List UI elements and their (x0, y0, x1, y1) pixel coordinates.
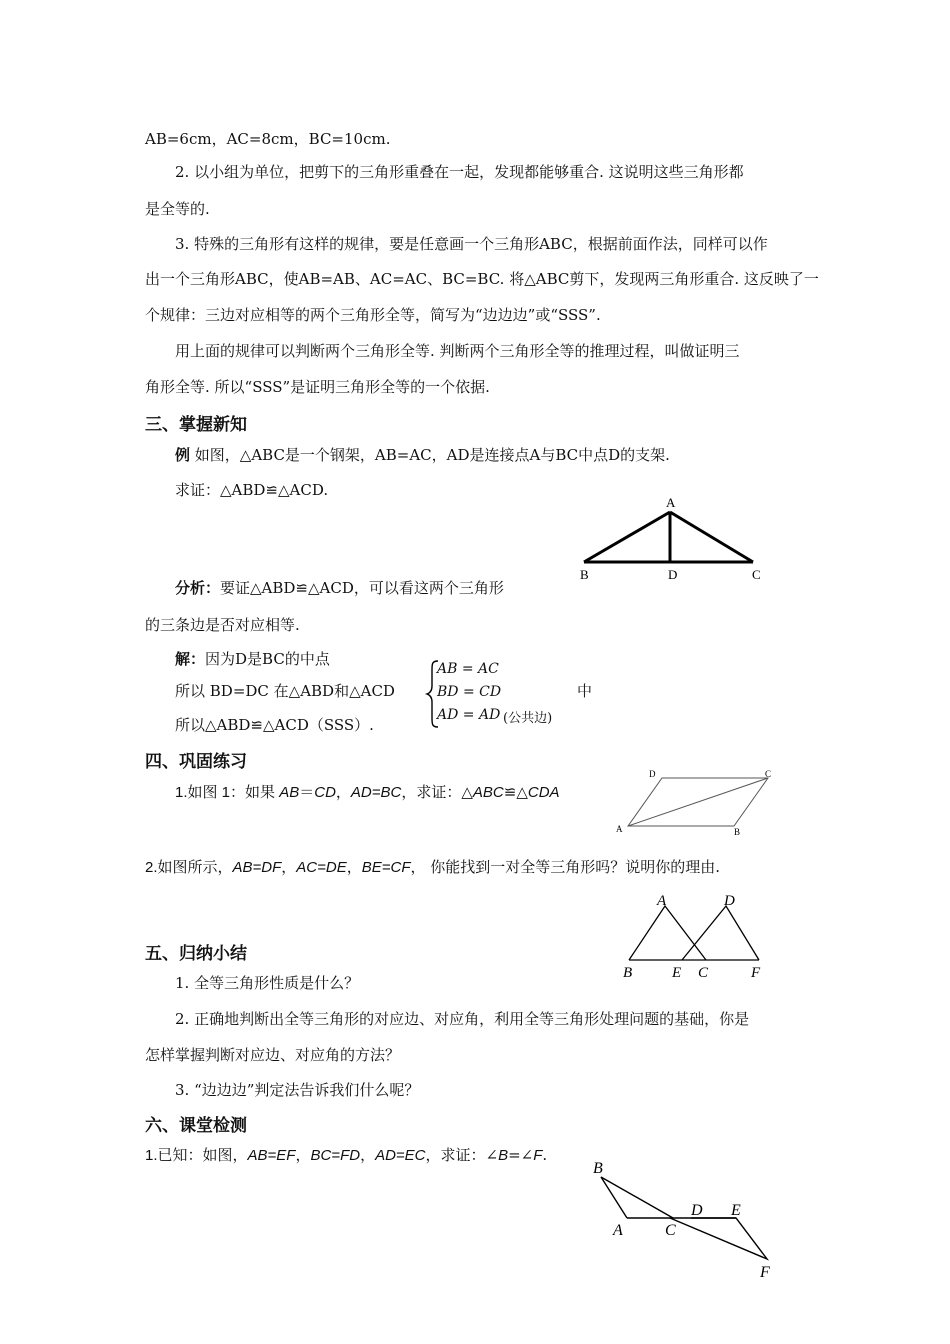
q2-math-ac-de: AC=DE (296, 859, 347, 876)
analysis-line (175, 577, 504, 599)
fig1-label-b: B (580, 567, 589, 582)
q1-mid: ，求证：△ (401, 783, 473, 801)
paragraph-side-lengths: AB=6cm，AC=8cm，BC=10cm. (145, 130, 391, 148)
fig3-label-b: B (623, 965, 633, 981)
prove-statement: 求证：△ABD≌△ACD. (175, 481, 329, 499)
summary-q1: 1. 全等三角形性质是什么？ (175, 974, 360, 992)
fig4-label-f: F (760, 1264, 770, 1281)
paragraph-2-line2: 是全等的. (145, 200, 210, 218)
system-eq-3: AD = AD (437, 707, 501, 723)
q2-comma-1: ， (281, 858, 297, 876)
test-1 (145, 1144, 547, 1167)
fig1-label-d: D (668, 567, 678, 582)
summary-q2-line1: 2. 正确地判断出全等三角形的对应边、对应角，利用全等三角形处理问题的基础，你是 (175, 1010, 750, 1028)
fig2-label-a: A (616, 824, 623, 834)
fig4-label-b: B (593, 1160, 603, 1177)
q2-comma-2: ， (346, 858, 362, 876)
paragraph-4-line1: 用上面的规律可以判断两个三角形全等. 判断两个三角形全等的推理过程，叫做证明三 (175, 342, 740, 360)
solution-line (175, 648, 330, 670)
t1-math-ab-ef: AB=EF (247, 1147, 296, 1164)
t1-end: . (542, 1146, 548, 1164)
system-eq-1: AB = AC (437, 661, 499, 677)
q2-math-be-cf: BE=CF (361, 859, 411, 876)
section-heading-3: 三、掌握新知 (145, 415, 247, 435)
fig4-label-d: D (691, 1202, 703, 1219)
q1-cong: ≌△ (503, 783, 528, 801)
solution-zhong: 中 (577, 682, 593, 700)
q1-math-abc: ABC (472, 784, 504, 801)
paragraph-3-line1: 3. 特殊的三角形有这样的规律，要是任意画一个三角形ABC，根据前面作法，同样可以作 (175, 235, 768, 253)
example-label: 例 (175, 446, 191, 464)
paragraph-4-line2: 角形全等. 所以“SSS”是证明三角形全等的一个依据. (145, 378, 490, 396)
fig4-label-e: E (731, 1202, 741, 1219)
fig3-label-e: E (672, 965, 682, 981)
fig1-label-a: A (666, 495, 676, 510)
analysis-line-2: 的三条边是否对应相等. (145, 616, 300, 634)
q1-math-cd: CD (314, 784, 336, 801)
fig3-label-d: D (724, 893, 735, 909)
t1-comma-1: ， (295, 1146, 311, 1164)
section-heading-6: 六、课堂检测 (145, 1116, 247, 1136)
solution-line-2: 所以 BD=DC 在△ABD和△ACD (175, 682, 395, 700)
q1-math-ad-bc: AD=BC (350, 784, 402, 801)
paragraph-3-line3: 个规律：三边对应相等的两个三角形全等，简写为“边边边”或“SSS”. (145, 306, 601, 324)
analysis-text: 要证△ABD≌△ACD，可以看这两个三角形 (220, 579, 504, 597)
fig4-label-c: C (665, 1222, 676, 1239)
q1-prefix: 1.如图 1：如果 (175, 784, 280, 801)
q1-math-ab: AB (279, 784, 300, 801)
figure-two-triangles (585, 1155, 785, 1285)
solution-text: 因为D是BC的中点 (205, 650, 330, 668)
t1-mid: ，求证：∠ (425, 1146, 499, 1164)
q2-question: ， 你能找到一对全等三角形吗？说明你的理由. (410, 858, 721, 876)
summary-q2-line2: 怎样掌握判断对应边、对应角的方法？ (145, 1046, 401, 1064)
fig3-label-c: C (698, 965, 709, 981)
figure-parallelogram (612, 766, 782, 838)
fig2-label-c: C (765, 769, 772, 779)
exercise-2 (145, 856, 720, 879)
system-eq-3-note: (公共边) (503, 711, 553, 726)
figure-steel-frame (570, 492, 770, 587)
exercise-1 (175, 781, 560, 804)
figure-overlapping-triangles (615, 888, 775, 983)
section-heading-4: 四、巩固练习 (145, 752, 247, 772)
q1-comma: ， (335, 783, 351, 801)
t1-eq: =∠ (508, 1146, 534, 1164)
t1-math-ad-ec: AD=EC (375, 1147, 426, 1164)
fig2-label-d: D (649, 769, 656, 779)
q2-prefix: 2.如图所示， (145, 859, 233, 876)
system-eq-2: BD = CD (437, 684, 502, 700)
t1-comma-2: ， (360, 1146, 376, 1164)
fig3-label-f: F (751, 965, 761, 981)
fig2-label-b: B (734, 827, 741, 837)
t1-math-b: B (498, 1147, 509, 1164)
t1-math-f: F (533, 1147, 543, 1164)
paragraph-3-line2: 出一个三角形ABC，使AB=AB、AC=AC、BC=BC. 将△ABC剪下，发现两三角形重合. 这反映了一 (145, 270, 819, 288)
summary-q3: 3. “边边边”判定法告诉我们什么呢？ (175, 1081, 420, 1099)
paragraph-2-line1: 2. 以小组为单位，把剪下的三角形重叠在一起，发现都能够重合. 这说明这些三角形都 (175, 163, 744, 181)
example-line (175, 444, 670, 466)
solution-line-3: 所以△ABD≌△ACD（SSS）. (175, 716, 374, 734)
example-text: 如图，△ABC是一个钢架，AB=AC，AD是连接点A与BC中点D的支架. (190, 446, 670, 464)
t1-math-bc-fd: BC=FD (310, 1147, 361, 1164)
t1-prefix: 1.已知：如图， (145, 1147, 248, 1164)
fig4-label-a: A (613, 1222, 623, 1239)
q1-eq: ＝ (299, 783, 315, 801)
fig3-label-a: A (657, 893, 667, 909)
analysis-label: 分析： (175, 579, 221, 597)
solution-label: 解： (175, 650, 206, 668)
fig1-label-c: C (752, 567, 761, 582)
q1-math-cda: CDA (527, 784, 560, 801)
section-heading-5: 五、归纳小结 (145, 944, 247, 964)
q2-math-ab-df: AB=DF (232, 859, 282, 876)
